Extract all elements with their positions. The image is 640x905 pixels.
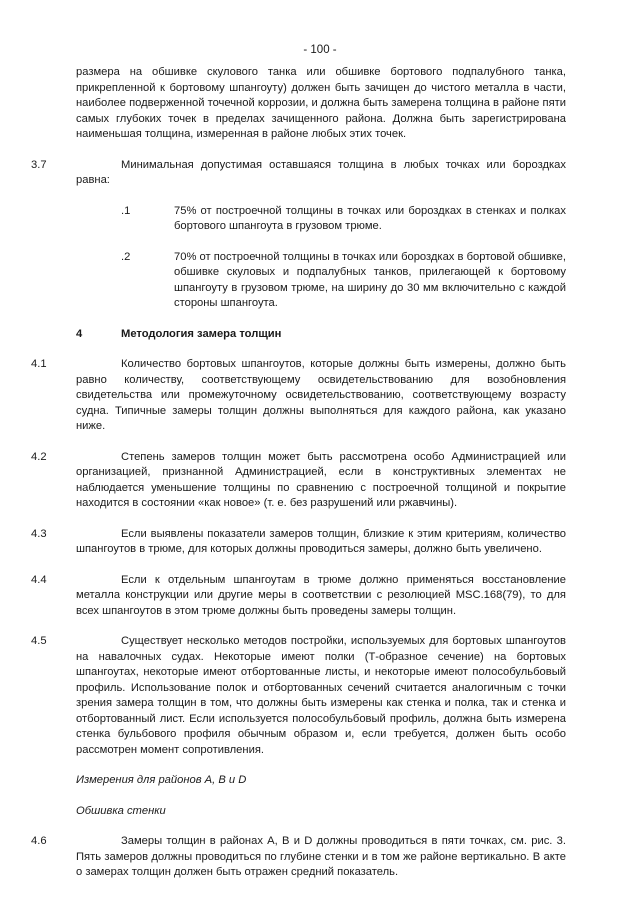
list-item-number: .1 — [121, 204, 131, 217]
paragraph-number: 4.4 — [31, 573, 47, 586]
paragraph-number: 3.7 — [31, 158, 47, 171]
page-number: - 100 - — [303, 44, 337, 56]
paragraph-text: Минимальная допустимая оставшаяся толщина в любых точках или бороздках равна: — [76, 158, 566, 186]
paragraph-number: 4.2 — [31, 450, 47, 463]
paragraph-number: 4.6 — [31, 835, 47, 847]
section-title: Методология замера толщин — [121, 327, 282, 340]
intro-paragraph: размера на обшивке скулового танка или обшивке бортового подпалубного танка, прикрепленной к бортовому шпангоуту) должен быть зачищен до чистого металла в части, наиболее подверженной точечной коррозии, и должна быть замерена толщина в районе пяти самых глубоких точек в пределах зачищенного района. Должна быть зарегистрирована наименьшая толщина, измеренная в районе любых этих точек. — [76, 66, 566, 140]
paragraph-4-2 — [31, 450, 566, 512]
paragraph-number: 4.5 — [31, 635, 47, 647]
paragraph-text: Существует несколько методов постройки, используемых для бортовых шпангоутов на навалочных судах. Некоторые имеют полки (Т-образное сечение) на бортовых шпангоутах, некоторые имеют отбортованные листы, и некоторые имеют полособульбовый профиль. Использование полок и отбортованных сечений считается аналогичным с точки зрения замера толщин в том, что должны быть измерены как стенка и полка, так и стенка и отбортованный лист. Если используется полособульбовый профиль, должна быть измерена стенка бульбового профиля обычным образом и, если требуется, должен быть особо рассмотрен момент сопротивления. — [76, 635, 566, 756]
list-item-text: 75% от построечной толщины в точках или бороздках в стенках и полках бортового шпангоута в грузовом трюме. — [174, 204, 566, 232]
paragraph-number: 4.3 — [31, 527, 47, 540]
paragraph-text: Количество бортовых шпангоутов, которые должны быть измерены, должно быть равно количеству, соответствующему освидетельствованию для возобновления свидетельства или промежуточному освидетельствованию, соответствующему возрасту судна. Типичные замеры толщин должны выполняться для каждого района, как указано ниже. — [76, 358, 566, 432]
subheading-areas: Измерения для районов А, В и D — [76, 774, 247, 786]
paragraph-text: Если выявлены показатели замеров толщин, близкие к этим критериям, количество шпангоутов в трюме, для которых должны проводиться замеры, должно быть увеличено. — [76, 527, 566, 555]
list-item-number: .2 — [121, 250, 131, 263]
paragraph-4-4 — [31, 573, 566, 620]
paragraph-3-7 — [31, 158, 566, 189]
section-heading — [76, 327, 566, 343]
subheading-web-plating: Обшивка стенки — [76, 804, 166, 817]
section-number: 4 — [76, 327, 83, 340]
paragraph-text: Если к отдельным шпангоутам в трюме должно применяться восстановление металла конструкции или другие меры в соответствии с резолюцией MSC.168(79), то для всех шпангоутов в этом трюме должны быть проведены замеры толщин. — [76, 573, 566, 617]
list-item-text: 70% от построечной толщины в точках или бороздках в бортовой обшивке, обшивке скуловых и подпалубных танков, прилегающей к бортовому шпангоуту в грузовом трюме, на ширину до 30 мм включительно с каждой стороны шпангоута. — [174, 250, 566, 309]
paragraph-text: Степень замеров толщин может быть рассмотрена особо Администрацией или организацией, признанной Администрацией, если в конструктивных элементах не наблюдается уменьшение толщины по сравнению с построечной толщиной и покрытие находится в состоянии «как новое» (т. е. без разрушений или ржавчины). — [76, 450, 566, 509]
list-item — [76, 204, 566, 235]
paragraph-text: Замеры толщин в районах А, В и D должны проводиться в пяти точках, см. рис. 3. Пять замеров должны проводиться по глубине стенки и в том же районе вертикально. В акте о замерах толщин должен быть отражен средний показатель. — [76, 835, 566, 878]
paragraph-4-1 — [31, 357, 566, 435]
paragraph-4-6 — [31, 834, 566, 881]
page-content — [31, 65, 566, 896]
paragraph-4-5 — [31, 634, 566, 758]
paragraph-4-3 — [31, 527, 566, 558]
list-item — [76, 250, 566, 312]
paragraph-number: 4.1 — [31, 358, 47, 370]
